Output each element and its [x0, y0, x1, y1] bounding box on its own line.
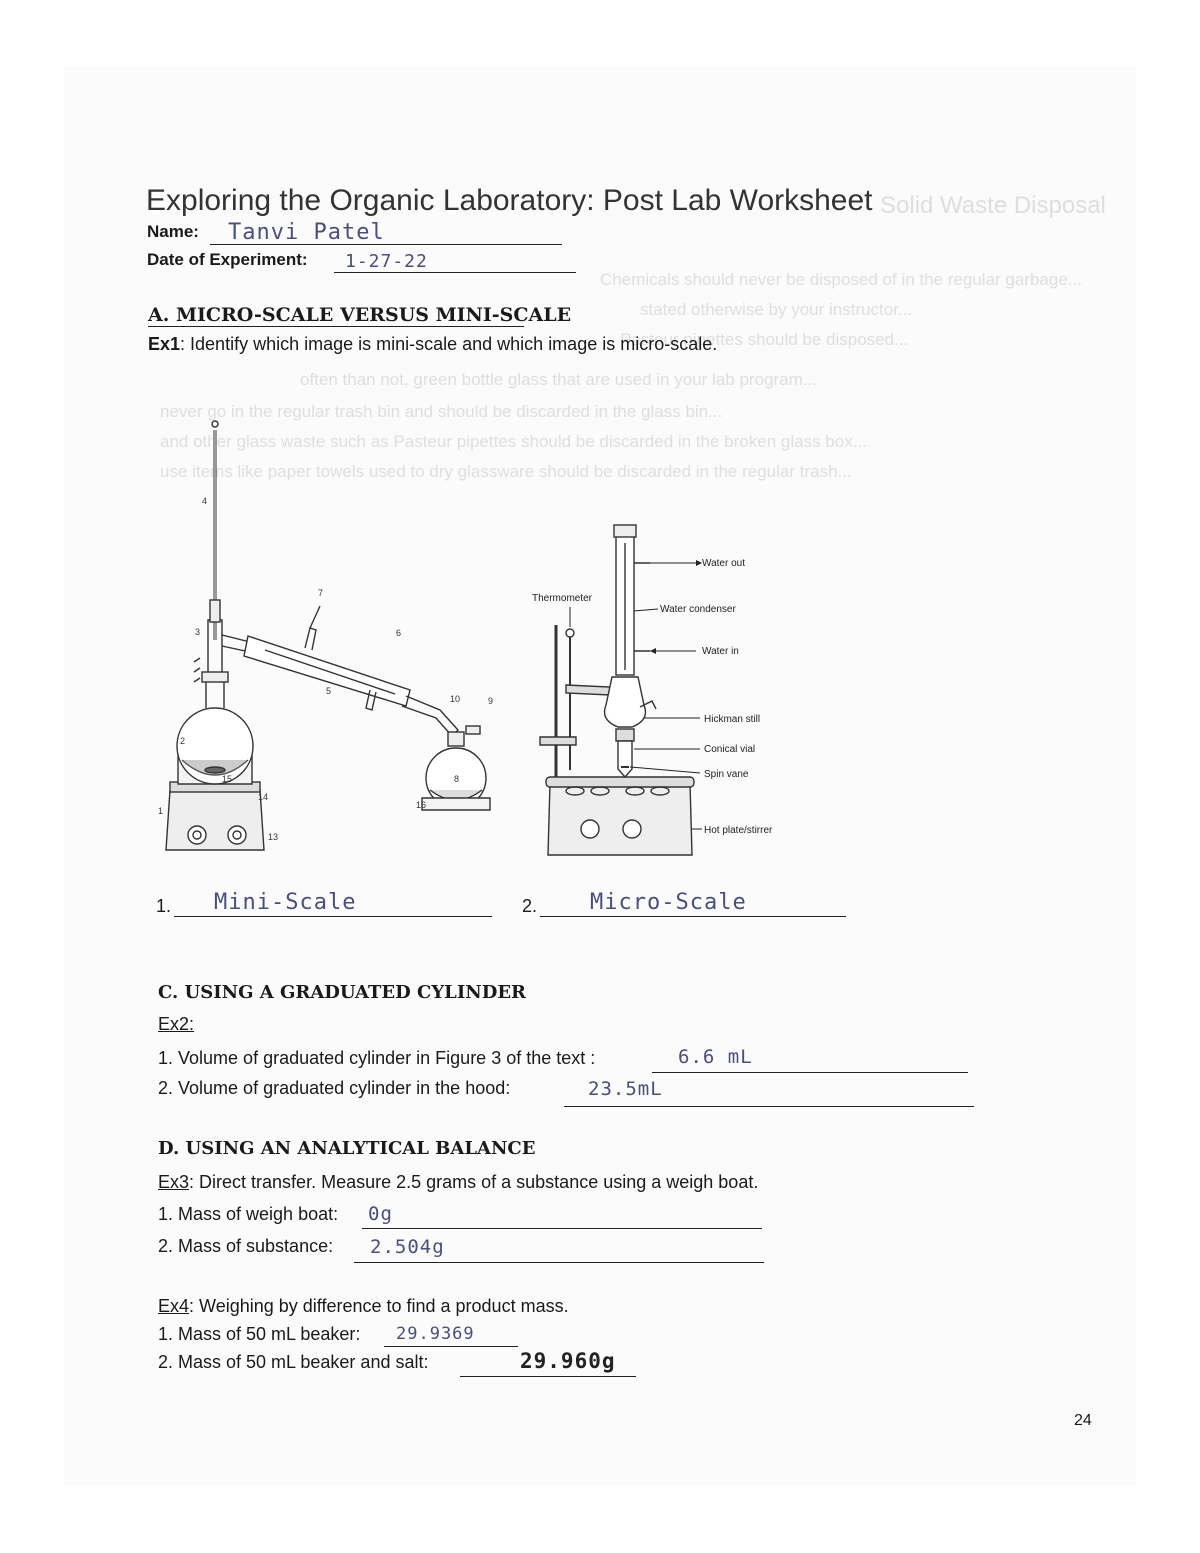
ex2-answer-2: 23.5mL [588, 1078, 663, 1100]
label-water-condenser: Water condenser [660, 604, 736, 615]
worksheet-title: Exploring the Organic Laboratory: Post Lab Worksheet [146, 184, 873, 217]
name-label: Name: [147, 222, 199, 241]
ex4-answer-2-underline [460, 1376, 636, 1377]
ex3-answer-2: 2.504g [370, 1236, 445, 1258]
fig1-number-9: 9 [488, 696, 494, 706]
ex2-suffix: : [189, 1014, 195, 1034]
fig1-number-10: 10 [450, 694, 461, 704]
answer2-value: Micro-Scale [590, 890, 747, 915]
ex4-question-2: 2. Mass of 50 mL beaker and salt: [158, 1352, 429, 1372]
ex3-question-2: 2. Mass of substance: [158, 1236, 334, 1256]
date-value: 1-27-22 [345, 251, 428, 272]
fig1-number-7: 7 [318, 588, 324, 598]
answer2-underline [540, 916, 846, 917]
ex2-answer-1-underline [652, 1072, 968, 1073]
ex1-text: : Identify which image is mini-scale and which image is micro-scale. [180, 334, 718, 354]
ex2-instruction [158, 1014, 194, 1035]
label-spin-vane: Spin vane [704, 769, 749, 780]
label-conical-vial: Conical vial [704, 744, 756, 755]
answer1-underline [174, 916, 492, 917]
date-underline [334, 272, 576, 273]
fig1-number-8: 8 [454, 774, 460, 784]
label-hot-plate: Hot plate/stirrer [704, 825, 773, 836]
label-water-out: Water out [702, 558, 745, 569]
fig1-number-16: 16 [416, 800, 427, 810]
section-c-heading: C. USING A GRADUATED CYLINDER [158, 982, 526, 1003]
fig1-number-6: 6 [396, 628, 402, 638]
ex4-text: : Weighing by difference to find a product mass. [189, 1296, 569, 1316]
ex2-question-1: 1. Volume of graduated cylinder in Figure 3 of the text : [158, 1048, 596, 1068]
label-hickman-still: Hickman still [704, 714, 761, 725]
section-a-underline [148, 326, 524, 327]
answer1-label: 1. [156, 896, 172, 916]
ex4-label: Ex4 [158, 1296, 190, 1316]
ex3-answer-1: 0g [368, 1203, 393, 1225]
fig1-number-5: 5 [326, 686, 332, 696]
ex4-question-1: 1. Mass of 50 mL beaker: [158, 1324, 361, 1344]
fig1-number-14: 14 [258, 792, 269, 802]
date-label: Date of Experiment: [147, 250, 308, 269]
fig1-number-13: 13 [268, 832, 279, 842]
figure-micro-scale-apparatus [520, 515, 820, 860]
ex3-answer-2-underline [354, 1262, 764, 1263]
answer2-label: 2. [522, 896, 538, 916]
ex1-label: Ex1 [148, 334, 181, 354]
ex4-answer-1: 29.9369 [396, 1324, 475, 1344]
fig1-number-2: 2 [180, 736, 186, 746]
answer1-value: Mini-Scale [214, 890, 357, 915]
ex2-question-2: 2. Volume of graduated cylinder in the hood: [158, 1078, 511, 1098]
figure-mini-scale-apparatus [140, 410, 500, 870]
ex2-answer-1: 6.6 mL [678, 1046, 753, 1068]
ex2-answer-2-underline [564, 1106, 974, 1107]
fig1-number-1: 1 [158, 806, 164, 816]
fig1-number-3: 3 [195, 627, 201, 637]
ex1-instruction [148, 334, 717, 355]
page-number: 24 [1074, 1412, 1092, 1429]
ex2-label: Ex2 [158, 1014, 190, 1034]
section-d-heading: D. USING AN ANALYTICAL BALANCE [158, 1138, 536, 1159]
ex3-question-1: 1. Mass of weigh boat: [158, 1204, 339, 1224]
name-value: Tanvi Patel [228, 220, 385, 245]
section-a-heading: A. MICRO-SCALE VERSUS MINI-SCALE [148, 304, 572, 326]
ex4-answer-1-underline [384, 1346, 518, 1347]
label-water-in: Water in [702, 646, 739, 657]
label-thermometer: Thermometer [532, 593, 593, 604]
ex4-instruction [158, 1296, 569, 1317]
fig1-number-4: 4 [202, 496, 208, 506]
ex3-label: Ex3 [158, 1172, 190, 1192]
fig1-number-15: 15 [222, 774, 233, 784]
ex4-answer-2: 29.960g [520, 1349, 616, 1373]
ex3-instruction [158, 1172, 758, 1193]
ex3-answer-1-underline [362, 1228, 762, 1229]
ex3-text: : Direct transfer. Measure 2.5 grams of a substance using a weigh boat. [189, 1172, 759, 1192]
